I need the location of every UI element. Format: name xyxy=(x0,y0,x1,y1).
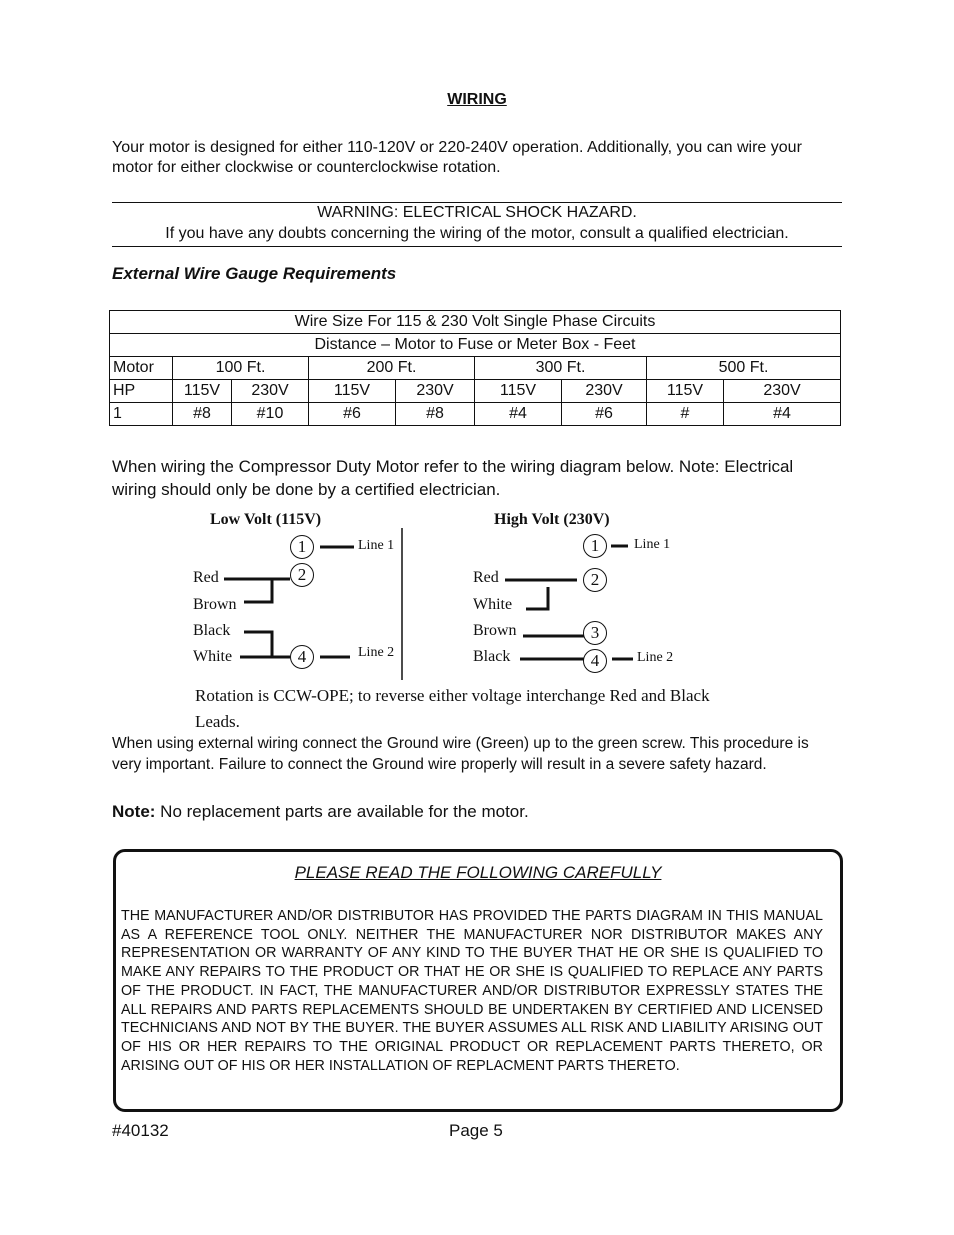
distance-200: 200 Ft. xyxy=(309,357,475,380)
volt-cell: 115V xyxy=(647,380,724,403)
rotation-note: Rotation is CCW-OPE; to reverse either voltage interchange Red and Black Leads. xyxy=(195,686,710,731)
wire-label: Brown xyxy=(193,596,237,613)
size-cell: #8 xyxy=(396,403,475,426)
size-cell: #4 xyxy=(724,403,841,426)
wire-label: White xyxy=(193,648,233,665)
volt-cell: 230V xyxy=(562,380,647,403)
wire-line xyxy=(244,579,272,602)
page-title: WIRING xyxy=(447,91,507,108)
high-line-2: Line 2 xyxy=(637,650,674,665)
volt-cell: 115V xyxy=(475,380,562,403)
hp-value: 1 xyxy=(110,403,173,426)
parts-note-label: Note: xyxy=(112,802,156,821)
volt-cell: 115V xyxy=(173,380,232,403)
warning-line-2: If you have any doubts concerning the wiring of the motor, consult a qualified electrician. xyxy=(165,225,789,242)
size-cell: #6 xyxy=(309,403,396,426)
distance-300: 300 Ft. xyxy=(475,357,647,380)
volt-cell: 230V xyxy=(396,380,475,403)
wire-line xyxy=(240,632,272,657)
wire-label: Red xyxy=(193,569,219,586)
volt-cell: 230V xyxy=(724,380,841,403)
size-cell: #4 xyxy=(475,403,562,426)
wire-label: White xyxy=(473,596,513,613)
terminal-1: 1 xyxy=(583,534,607,558)
low-line-1: Line 1 xyxy=(358,538,395,553)
ground-note: When using external wiring connect the Ground wire (Green) up to the green screw. This procedure is very important. Failure to connect the Ground wire properly will result in a severe safety hazard. xyxy=(112,735,809,773)
intro-paragraph: Your motor is designed for either 110-120V or 220-240V operation. Additionally, you can wire your motor for either clockwise or counterclockwise rotation. xyxy=(112,139,802,176)
gauge-heading: External Wire Gauge Requirements xyxy=(112,264,397,283)
high-line-1: Line 1 xyxy=(634,537,671,552)
disclaimer-body: THE MANUFACTURER AND/OR DISTRIBUTOR HAS PROVIDED THE PARTS DIAGRAM IN THIS MANUAL AS A REFERENCE TOOL ONLY. NEITHER THE MANUFACTURER NOR DISTRIBUTOR MAKES ANY REPRESENTATION OR WARRANTY OF ANY KIND TO THE BUYER THAT HE OR SHE IS QUALIFIED TO MAKE ANY REPAIRS TO THE PRODUCT OR THAT HE OR SHE IS QUALIFIED TO REPLACE ANY PARTS OF THE PRODUCT. IN FACT, THE MANUFACTURER AND/OR DISTRIBUTOR EXPRESSLY STATES THE ALL REPAIRS AND PARTS REPLACEMENTS SHOULD BE UNDERTAKEN BY CERTIFIED AND LICENSED TECHNICIANS AND NOT BY THE BUYER. THE BUYER ASSUMES ALL RISK AND LIABILITY ARISING OUT OF HIS OR HER REPAIRS TO THE ORIGINAL PRODUCT OR REPLACEMENT PARTS THERETO, OR ARISING OUT OF HIS OR HER INSTALLATION OF REPLACMENT PARTS THERETO. xyxy=(121,908,823,1074)
footer-model: #40132 xyxy=(112,1121,169,1140)
table-title-2: Distance – Motor to Fuse or Meter Box - Feet xyxy=(110,334,841,357)
disclaimer-heading: PLEASE READ THE FOLLOWING CAREFULLY xyxy=(294,863,662,882)
size-cell: # xyxy=(647,403,724,426)
terminal-2: 2 xyxy=(290,563,314,587)
wire-label: Red xyxy=(473,569,499,586)
wire-label: Black xyxy=(193,622,231,639)
high-volt-title: High Volt (230V) xyxy=(494,511,610,528)
terminal-2: 2 xyxy=(583,568,607,592)
parts-note xyxy=(112,802,842,822)
terminal-1: 1 xyxy=(290,535,314,559)
size-cell: #8 xyxy=(173,403,232,426)
table-title-1: Wire Size For 115 & 230 Volt Single Phase Circuits xyxy=(110,311,841,334)
parts-note-text: No replacement parts are available for the motor. xyxy=(155,802,529,821)
distance-500: 500 Ft. xyxy=(647,357,841,380)
distance-100: 100 Ft. xyxy=(173,357,309,380)
hp-label: HP xyxy=(110,380,173,403)
wire-line xyxy=(526,587,548,609)
size-cell: #6 xyxy=(562,403,647,426)
volt-cell: 115V xyxy=(309,380,396,403)
motor-label: Motor xyxy=(110,357,173,380)
terminal-4: 4 xyxy=(583,649,607,673)
footer-page: Page 5 xyxy=(449,1121,503,1140)
wire-label: Brown xyxy=(473,622,517,639)
terminal-4: 4 xyxy=(290,645,314,669)
warning-line-1: WARNING: ELECTRICAL SHOCK HAZARD. xyxy=(317,204,637,221)
diagram-intro: When wiring the Compressor Duty Motor refer to the wiring diagram below. Note: Electrical wiring should only be done by a certified electrician. xyxy=(112,457,794,499)
terminal-3: 3 xyxy=(583,621,607,645)
wire-label: Black xyxy=(473,648,511,665)
size-cell: #10 xyxy=(232,403,309,426)
low-volt-title: Low Volt (115V) xyxy=(210,511,322,528)
low-line-2: Line 2 xyxy=(358,645,395,660)
volt-cell: 230V xyxy=(232,380,309,403)
